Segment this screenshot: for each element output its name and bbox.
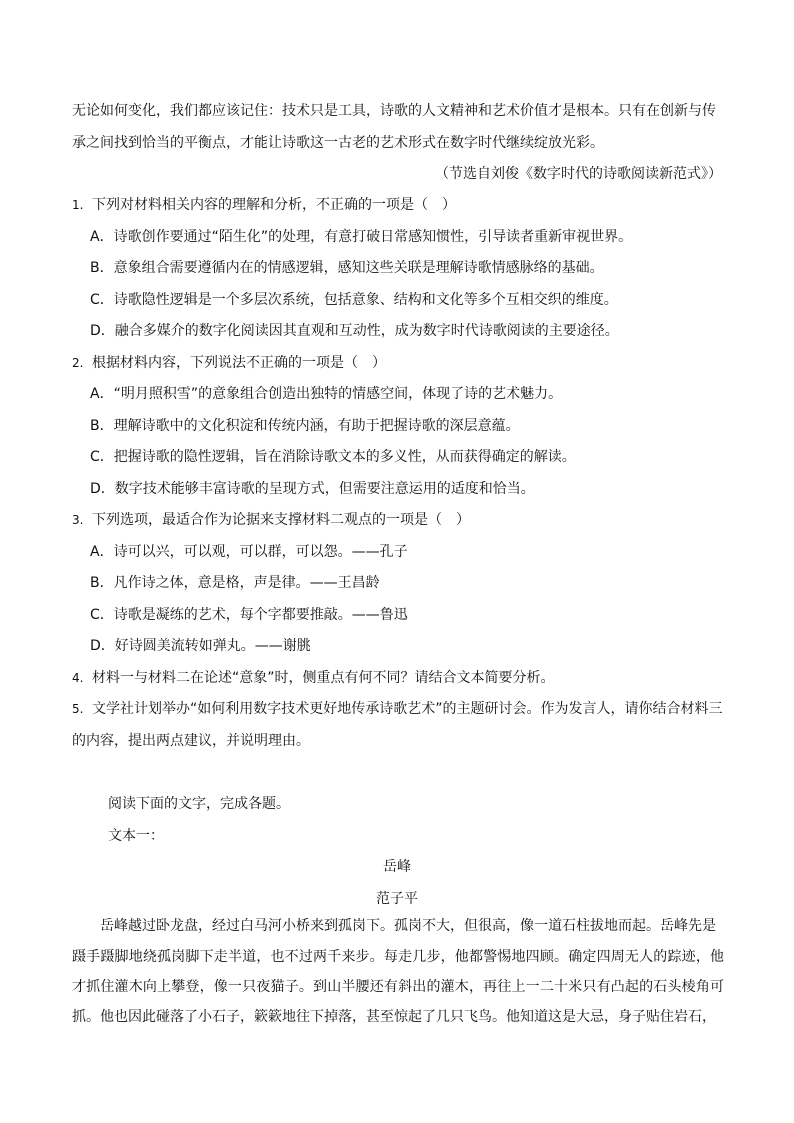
passage-line-1: 无论如何变化，我们都应该记住：技术只是工具，诗歌的人文精神和艺术价值才是根本。只有在创新与传 bbox=[72, 103, 716, 119]
q2-option-c: C．把握诗歌的隐性逻辑，旨在消除诗歌文本的多义性，从而获得确定的解读。 bbox=[90, 449, 576, 465]
question-5-continuation: 的内容，提出两点建议，并说明理由。 bbox=[72, 733, 310, 749]
story-author: 范子平 bbox=[376, 891, 418, 907]
q1-option-d: D．融合多媒介的数字化阅读因其直观和互动性，成为数字时代诗歌阅读的主要途径。 bbox=[90, 323, 619, 339]
q2-option-d: D．数字技术能够丰富诗歌的呈现方式，但需要注意运用的适度和恰当。 bbox=[90, 481, 535, 497]
question-number: 4. bbox=[72, 671, 84, 685]
question-5 bbox=[72, 699, 723, 719]
passage-source: （节选自刘俊《数字时代的诗歌阅读新范式》） bbox=[435, 166, 722, 182]
passage-line-2: 承之间找到恰当的平衡点，才能让诗歌这一古老的艺术形式在数字时代继续绽放光彩。 bbox=[72, 135, 604, 151]
q3-option-b: B．凡作诗之体，意是格，声是律。——王昌龄 bbox=[90, 575, 380, 591]
story-paragraph-first-line: 岳峰越过卧龙盘，经过白马河小桥来到孤岗下。孤岗不大，但很高，像一道石柱拔地而起。岳峰先是 bbox=[100, 918, 716, 934]
q3-option-c: C．诗歌是凝练的艺术，每个字都要推敲。——鲁迅 bbox=[90, 607, 408, 623]
question-number: 1. bbox=[72, 198, 84, 212]
question-stem: 下列对材料相关内容的理解和分析，不正确的一项是（ ） bbox=[92, 197, 456, 213]
story-paragraph-rest: 蹑手蹑脚地绕孤岗脚下走半道，也不过两千来步。每走几步，他都警惕地四顾。确定四周无人的踪迹，他才抓住灌木向上攀登，像一只夜猫子。到山半腰还有斜出的灌木，再往上一二十米只有凸起的石头棱角可抓。他也因此碰落了小石子，簌簌地往下掉落，甚至惊起了几只飞鸟。他知道这是大忌，身子贴住岩石， bbox=[72, 949, 724, 1025]
question-number: 3. bbox=[72, 513, 84, 527]
question-stem: 材料一与材料二在论述“意象”时，侧重点有何不同？请结合文本简要分析。 bbox=[92, 670, 555, 686]
question-2 bbox=[72, 353, 386, 373]
q1-option-a: A．诗歌创作要通过“陌生化”的处理，有意打破日常感知惯性，引导读者重新审视世界。 bbox=[90, 229, 633, 245]
q3-option-a: A．诗可以兴，可以观，可以群，可以怨。——孔子 bbox=[90, 544, 408, 560]
story-title: 岳峰 bbox=[383, 859, 411, 875]
q2-option-a: A．“明月照积雪”的意象组合创造出独特的情感空间，体现了诗的艺术魅力。 bbox=[90, 386, 563, 402]
question-stem: 下列选项，最适合作为论据来支撑材料二观点的一项是（ ） bbox=[92, 512, 470, 528]
question-1 bbox=[72, 195, 456, 215]
question-number: 5. bbox=[72, 702, 84, 716]
q3-option-d: D．好诗圆美流转如弹丸。——谢朓 bbox=[90, 638, 311, 654]
text-label: 文本一： bbox=[108, 828, 164, 844]
question-3 bbox=[72, 510, 470, 530]
q2-option-b: B．理解诗歌中的文化积淀和传统内涵，有助于把握诗歌的深层意蕴。 bbox=[90, 418, 520, 434]
question-4 bbox=[72, 668, 555, 688]
reading-instruction: 阅读下面的文字，完成各题。 bbox=[108, 796, 290, 812]
q1-option-b: B．意象组合需要遵循内在的情感逻辑，感知这些关联是理解诗歌情感脉络的基础。 bbox=[90, 260, 604, 276]
question-stem: 文学社计划举办“如何利用数字技术更好地传承诗歌艺术”的主题研讨会。作为发言人，请你结合材料三 bbox=[92, 701, 723, 717]
question-stem: 根据材料内容，下列说法不正确的一项是（ ） bbox=[92, 355, 386, 371]
q1-option-c: C．诗歌隐性逻辑是一个多层次系统，包括意象、结构和文化等多个互相交织的维度。 bbox=[90, 292, 618, 308]
question-number: 2. bbox=[72, 356, 84, 370]
